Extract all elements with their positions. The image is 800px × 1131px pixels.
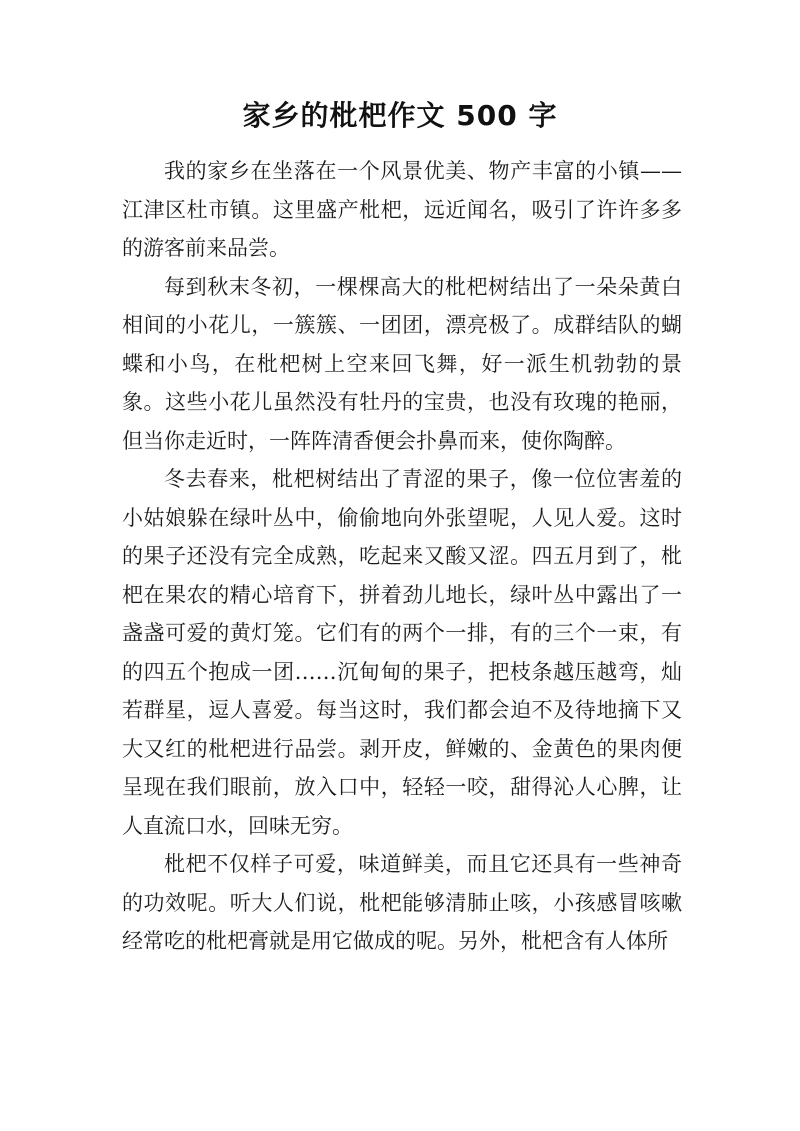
paragraph: 冬去春来，枇杷树结出了青涩的果子，像一位位害羞的小姑娘躲在绿叶丛中，偷偷地向外张望呢，人见人爱。这时的果子还没有完全成熟，吃起来又酸又涩。四五月到了，枇杷在果农的精心培育下，拼着劲儿地长，绿叶丛中露出了一盏盏可爱的黄灯笼。它们有的两个一排，有的三个一束，有的四五个抱成一团……沉甸甸的果子，把枝条越压越弯，灿若群星，逗人喜爱。每当这时，我们都会迫不及待地摘下又大又红的枇杷进行品尝。剥开皮，鲜嫩的、金黄色的果肉便呈现在我们眼前，放入口中，轻轻一咬，甜得沁人心脾，让人直流口水，回味无穷。 [122,467,682,838]
paragraph: 我的家乡在坐落在一个风景优美、物产丰富的小镇——江津区杜市镇。这里盛产枇杷，远近闻名，吸引了许许多多的游客前来品尝。 [122,159,682,260]
document-body [122,152,682,961]
paragraph: 枇杷不仅样子可爱，味道鲜美，而且它还具有一些神奇的功效呢。听大人们说，枇杷能够清肺止咳，小孩感冒咳嗽经常吃的枇杷膏就是用它做成的呢。另外，枇杷含有人体所 [122,852,682,953]
document-title: 家乡的枇杷作文 500 字 [242,99,558,132]
paragraph: 每到秋末冬初，一棵棵高大的枇杷树结出了一朵朵黄白相间的小花儿，一簇簇、一团团，漂亮极了。成群结队的蝴蝶和小鸟，在枇杷树上空来回飞舞，好一派生机勃勃的景象。这些小花儿虽然没有牡丹的宝贵，也没有玫瑰的艳丽，但当你走近时，一阵阵清香便会扑鼻而来，使你陶醉。 [122,274,682,453]
